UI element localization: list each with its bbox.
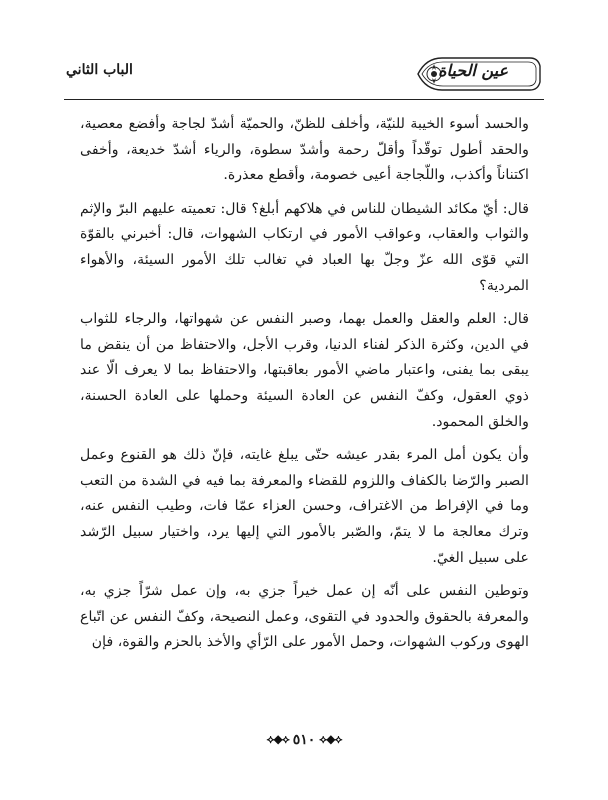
book-title: عين الحياة [438,61,508,80]
book-title-badge [412,52,544,96]
footer-ornament-right-icon: ⟡◆⟡ [319,732,342,746]
paragraph: قال: أيّ مكائد الشيطان للناس في هلاكهم أبلغ؟ قال: تعميته عليهم البرّ والإثم والثواب والعقاب، وعواقب الأمور في ارتكاب الشهوات، قال: أخبرني بالقوّة التي قوّى الله عزّ وجلّ بها العباد في تغالب تلك الأمور السيئة، والأهواء المردية؟ [80,200,529,294]
body-text [80,112,529,664]
page-number: ٥١٠ [292,731,316,748]
chapter-title: الباب الثاني [66,62,133,78]
paragraph: والحسد أسوء الخيبة للنيّة، وأخلف للظنّ، والحميّة أشدّ لجاجة وأفضع معصية، والحقد أطول توقّداً وأقلّ رحمة وأشدّ سطوة، والرياء أشدّ خديعة، وأخفى اكتناناً وأكذب، واللّجاجة أعيى خصومة، وأقطع معذرة. [80,116,529,184]
paragraph: وتوطين النفس على أنّه إن عمل خيراً جزي به، وإن عمل شرّاً جزي به، والمعرفة بالحقوق والحدود في التقوى، وعمل النصيحة، وكفّ النفس عن اتّباع الهوى وركوب الشهوات، وحمل الأمور على الرّأي والأخذ بالحزم والقوة، فإن [80,583,529,651]
paragraph: وأن يكون أمل المرء بقدر عيشه حتّى يبلغ غايته، فإنّ ذلك هو القنوع وعمل الصبر والرّضا بالكفاف واللزوم للقضاء والمعرفة بما فيه في الشدة من التعب وما في الإفراط من الاغتراف، وحسن العزاء عمّا فات، وطيب النفس عنه، وترك معالجة ما لا يتمّ، والصّبر بالأمور التي إليها يرد، واختيار سبيل الرّشد على سبيل الغيّ. [80,447,529,566]
page-footer [0,728,608,752]
paragraph: قال: العلم والعقل والعمل بهما، وصبر النفس عن شهواتها، والرجاء للثواب في الدين، وكثرة الذكر لفناء الدنيا، وقرب الأجل، والاحتفاظ من أن ينقض ما يبقى بما يفنى، واعتبار ماضي الأمور بعاقبتها، والاحتفاظ بما لا يعرف الّا عند ذوي العقول، وكفّ النفس عن العادة السيئة وحملها على العادة الحسنة، والخلق المحمود. [80,311,529,430]
page-header [64,50,544,102]
footer-ornament-left-icon: ⟡◆⟡ [266,732,289,746]
header-divider [64,99,544,100]
